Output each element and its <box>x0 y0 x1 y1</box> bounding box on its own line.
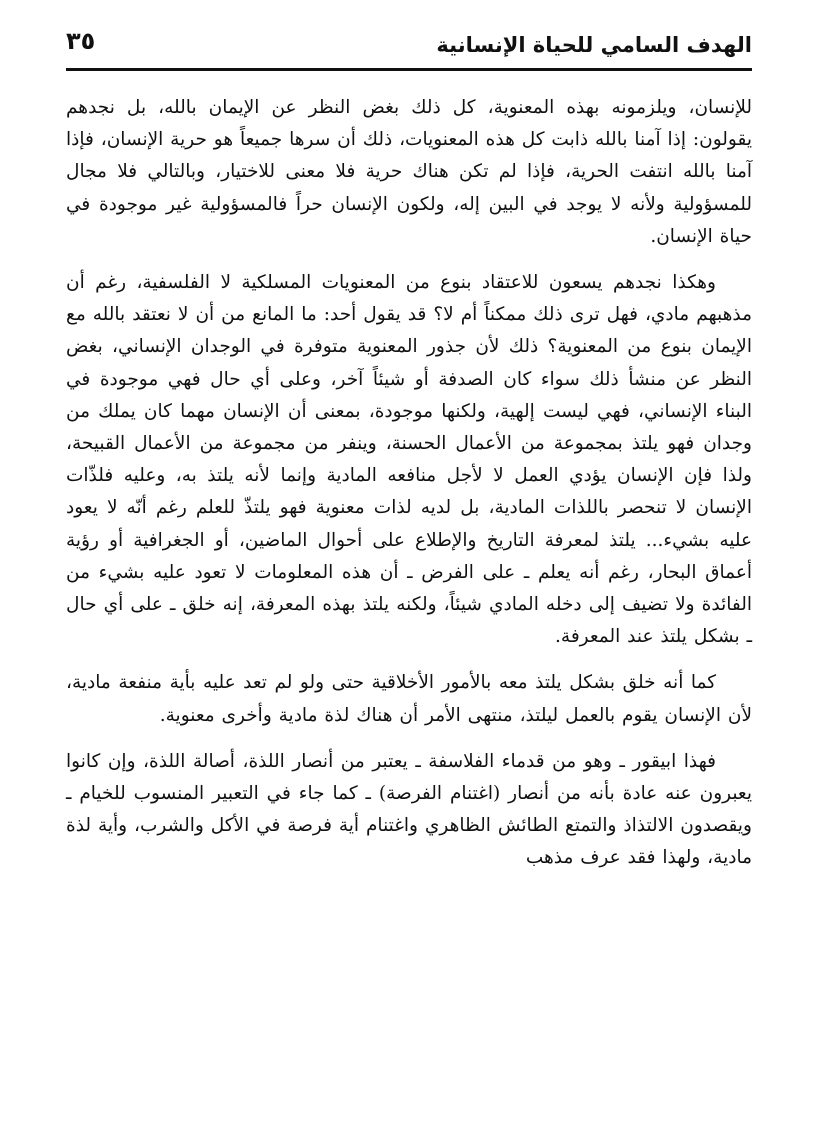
body-text <box>66 92 752 875</box>
paragraph-3: كما أنه خلق بشكل يلتذ معه بالأمور الأخلاقية حتى ولو لم تعد عليه بأية منفعة مادية، لأن الإنسان يقوم بالعمل ليلتذ، منتهى الأمر أن هناك لذة مادية وأخرى معنوية. <box>66 672 752 726</box>
page-number: ٣٥ <box>66 27 96 55</box>
paragraph-2: وهكذا نجدهم يسعون للاعتقاد بنوع من المعنويات المسلكية لا الفلسفية، رغم أن مذهبهم مادي، فهل ترى ذلك ممكناً أم لا؟ قد يقول أحد: ما المانع من أن لا نعتقد بالله مع الإيمان بنوع من المعنوية؟ ذلك لأن جذور المعنوية متوفرة في الوجدان الإنساني، بغض النظر عن منشأ ذلك سواء كان الصدفة أو شيئاً آخر، وعلى أي حال فهي موجودة في البناء الإنساني، فهي ليست إلهية، ولكنها موجودة، بمعنى أن الإنسان مهما كان يملك من وجدان فهو يلتذ بمجموعة من الأعمال الحسنة، وينفر من مجموعة من الأعمال القبيحة، ولذا فإن الإنسان يؤدي العمل لا لأجل منافعه المادية وإنما لأنه يلتذ به، وعليه فلذّات الإنسان لا تنحصر باللذات المادية، بل لديه لذات معنوية فهو يلتذّ للعلم رغم أنّه لا يعود عليه بشيء... يلتذ لمعرفة التاريخ والإطلاع على أحوال الماضين، أو الجغرافية أو رؤية أعماق البحار، رغم أنه يعلم ـ على الفرض ـ أن هذه المعلومات لا تعود عليه بشيء من الفائدة ولا تضيف إلى دخله المادي شيئاً، ولكنه يلتذ بهذه المعرفة، إنه خلق ـ على أي حال ـ بشكل يلتذ عند المعرفة. <box>66 272 752 648</box>
running-title: الهدف السامي للحياة الإنسانية <box>436 33 752 57</box>
paragraph-1: للإنسان، ويلزمونه بهذه المعنوية، كل ذلك بغض النظر عن الإيمان بالله، بل نجدهم يقولون: إذا آمنا بالله ذابت كل هذه المعنويات، ذلك أن سرها جميعاً هو حرية الإنسان، فإذا آمنا بالله انتفت الحرية، فإذا لم تكن هناك حرية فلا معنى للاختيار، وبالتالي فلا مجال للمسؤولية ولأنه لا يوجد في البين إله، ولكون الإنسان حراً فالمسؤولية غير موجودة في حياة الإنسان. <box>66 97 752 247</box>
header-divider <box>66 68 752 71</box>
page-header <box>66 24 752 68</box>
paragraph-4: فهذا ابيقور ـ وهو من قدماء الفلاسفة ـ يعتبر من أنصار اللذة، أصالة اللذة، وإن كانوا يعبرون عنه عادة بأنه من أنصار (اغتنام الفرصة) ـ كما جاء في التعبير المنسوب للخيام ـ ويقصدون الالتذاذ والتمتع الطائش الظاهري واغتنام أية فرصة في الأكل والشرب، وأية لذة مادية، ولهذا فقد عرف مذهب <box>66 750 752 869</box>
